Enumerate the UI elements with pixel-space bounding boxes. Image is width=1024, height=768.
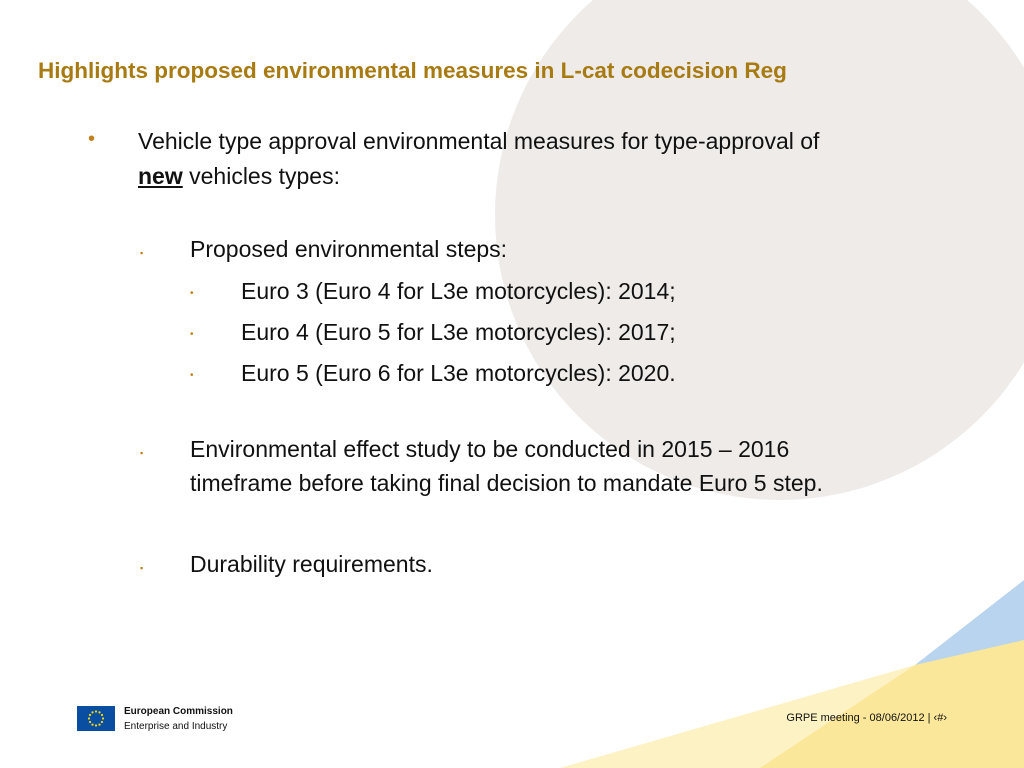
eu-flag-icon	[77, 706, 115, 731]
slide-title: Highlights proposed environmental measures in L-cat codecision Reg	[38, 58, 787, 83]
new-emphasis: new	[138, 163, 183, 189]
durability-marker: ▪	[140, 563, 144, 573]
step-marker-3: •	[190, 370, 194, 381]
main-bullet-marker: •	[88, 128, 96, 150]
steps-label: Proposed environmental steps:	[190, 236, 508, 262]
footer-directorate: Enterprise and Industry	[124, 721, 228, 732]
study-line1: Environmental effect study to be conducted in 2015 – 2016	[190, 436, 790, 462]
footer-meeting-info: GRPE meeting - 08/06/2012 | ‹#›	[786, 712, 947, 724]
step-item-1: Euro 3 (Euro 4 for L3e motorcycles): 2014;	[241, 278, 676, 304]
step-marker-1: •	[190, 288, 194, 299]
study-marker: ▪	[140, 448, 144, 458]
step-marker-2: •	[190, 329, 194, 340]
main-bullet-line2-rest: vehicles types:	[182, 163, 340, 189]
footer-organization: European Commission	[124, 706, 233, 717]
step-item-3: Euro 5 (Euro 6 for L3e motorcycles): 2020.	[241, 360, 676, 386]
step-item-2: Euro 4 (Euro 5 for L3e motorcycles): 2017;	[241, 319, 676, 345]
main-bullet-line2	[138, 159, 340, 194]
steps-marker: ▪	[140, 248, 144, 258]
main-bullet-line1: Vehicle type approval environmental measures for type-approval of	[138, 128, 820, 154]
durability-text: Durability requirements.	[190, 551, 433, 577]
study-line2: timeframe before taking final decision to mandate Euro 5 step.	[190, 470, 823, 496]
